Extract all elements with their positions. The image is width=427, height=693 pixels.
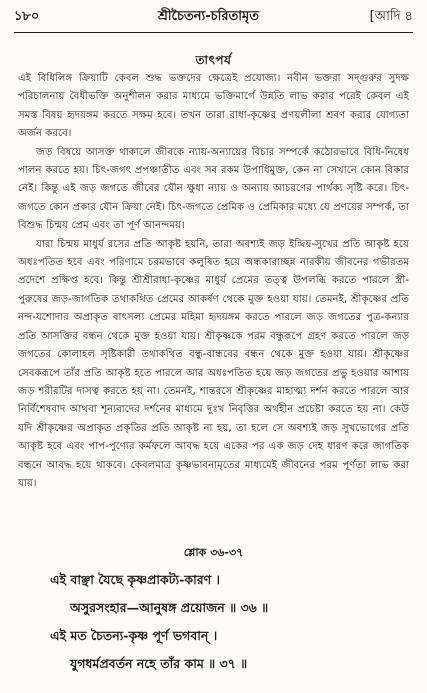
header-rule [14,32,413,33]
chapter-marker: [আদি ৪ [369,8,413,24]
purport-body [18,70,409,493]
purport-paragraph-2: জড় বিষয়ে আসক্ত থাকালে জীবকে ন্যায়-অন্যায়ের বিচার সম্পর্কে কঠোরভাবে বিধি-নিষেধ পালন করতে হয়। চিৎ-জগৎ প্রপঞ্চাতীত এবং সব রকম উপাধিমুক্ত, কেন না সেখানে কোন বিকার নেই। কিন্তু এই জড় জগতে জীবের যৌন ক্ষুধা ন্যায় ও অন্যায় আচরণের পার্থক্য সৃষ্টি করে। চিৎ-জগতে কোন প্রকার যৌন ক্রিয়া নেই। চিৎ-জগতে প্রেমিক ও প্রেমিকার মধ্যে যে প্রণয়ের সম্পর্ক, তা বিশুদ্ধ চিন্ময় প্রেম এবং তা পূর্ণ আনন্দময়। [18,146,409,232]
verse-line-1: এই বাঞ্ছা যৈছে কৃষ্ণপ্রাকট্য-কারণ । [50,572,220,587]
page-number: ১৮০ [14,8,40,24]
verse-line-4: যুগধর্মপ্রবর্তন নহে তাঁর কাম ॥ ৩৭ ॥ [70,656,248,671]
purport-heading: তাৎপর্য [195,53,232,67]
verse-block [50,566,407,678]
running-header [14,6,413,28]
verse-line-3: এই মত চৈতন্য-কৃষ্ণ পূর্ণ ভগবান্ । [50,628,218,643]
verse-line-2: অসুরসংহার—আনুষঙ্গ প্রয়োজন ॥ ৩৬ ॥ [70,600,269,615]
purport-paragraph-3: যারা চিন্ময় মাধুর্য রসের প্রতি আকৃষ্ট হয়নি, তারা অবশ্যই জড় ইন্দ্রিয়-সুখের প্রতি আকৃষ্ট হয়ে অধঃপতিত হবে এবং পরিণামে চরমভাবে কলুষিত হয়ে অন্ধকারাচ্ছন্ন নারকীয় জীবনের গভীরতম প্রদেশে প্রক্ষিপ্ত হবে। কিন্তু শ্রীশ্রীরাধা-কৃষ্ণের মাধুর্য প্রেমের তত্ত্ব উপলব্ধি করতে পারলে স্ত্রী-পুরুষের জড়-জাগতিক তথাকথিত প্রেমের আকর্ষণ থেকে মুক্ত হওয়া যায়। তেমনই, শ্রীকৃষ্ণের প্রতি নন্দ-যশোদার অপ্রাকৃত বাৎসল্য প্রেমের মহিমা হৃদয়ঙ্গম করতে পারলে জড় জগতের পুত্র-কন্যার প্রতি আসক্তির বন্ধন থেকে মুক্ত হওয়া যায়। শ্রীকৃষ্ণকে পরম বন্ধুরূপে গ্রহণ করতে পারলে জড় জগতের কোলাহল সৃষ্টিকারী তথাকথিত বন্ধু-বান্ধবের বন্ধন থেকে মুক্ত হওয়া যায়। শ্রীকৃষ্ণের সেবকরূপে তাঁর প্রতি আকৃষ্ট হতে পারলে আর অধঃপতিত হয়ে জড় জগতের প্রভু হওয়ার আশায় জড় শরীরটির দাসত্ব করতে হয় না। তেমনই, শান্তরসে শ্রীকৃষ্ণের মাহাত্ম্য দর্শন করতে পারলে আর নির্বিশেষবাদ আথবা শূন্যবাদের দর্শনের মাধ্যমে দুঃখ নিবৃত্তির অর্থহীন প্রচেষ্টা করতে হয় না। কেউ যদি শ্রীকৃষ্ণের অপ্রাকৃত প্রকৃতির প্রতি আকৃষ্ট না হয়, তা হলে সে অবশ্যই জড় সুখভোগের প্রতি আকৃষ্ট হবে এবং পাপ-পুণ্যের কর্মফলে আবদ্ধ হয়ে একের পর এক জড় দেহ ধারণ করে জাগতিক বন্ধনে আবদ্ধ হয়ে থাকবে। কেবলমাত্র কৃষ্ণভাবনামৃতের মাধ্যমেই জীবনের পরম পূর্ণতা লাভ করা যায়। [18,238,409,489]
purport-paragraph-1: এই বিধিলিঙ্গ ক্রিয়াটি কেবল শুদ্ধ ভক্তদের ক্ষেত্রেই প্রযোজ্য। নবীন ভক্তরা সদ্গুরুর সুদক্ষ পরিচালনায় বৈধীভক্তি অনুশীলন করার মাধ্যমে ভক্তিমার্গে উন্নতি লাভ করার পরেই কেবল এই সমস্ত বিষয় হৃদয়ঙ্গম করতে সক্ষম হবে। তখন তারা রাধা-কৃষ্ণের প্রণয়লীলা শ্রবণ করার যোগ্যতা অর্জন করবে। [18,73,409,140]
verse-heading: শ্লোক ৩৬-৩৭ [183,546,244,559]
book-title: শ্রীচৈতন্য-চরিতামৃত [157,8,260,24]
